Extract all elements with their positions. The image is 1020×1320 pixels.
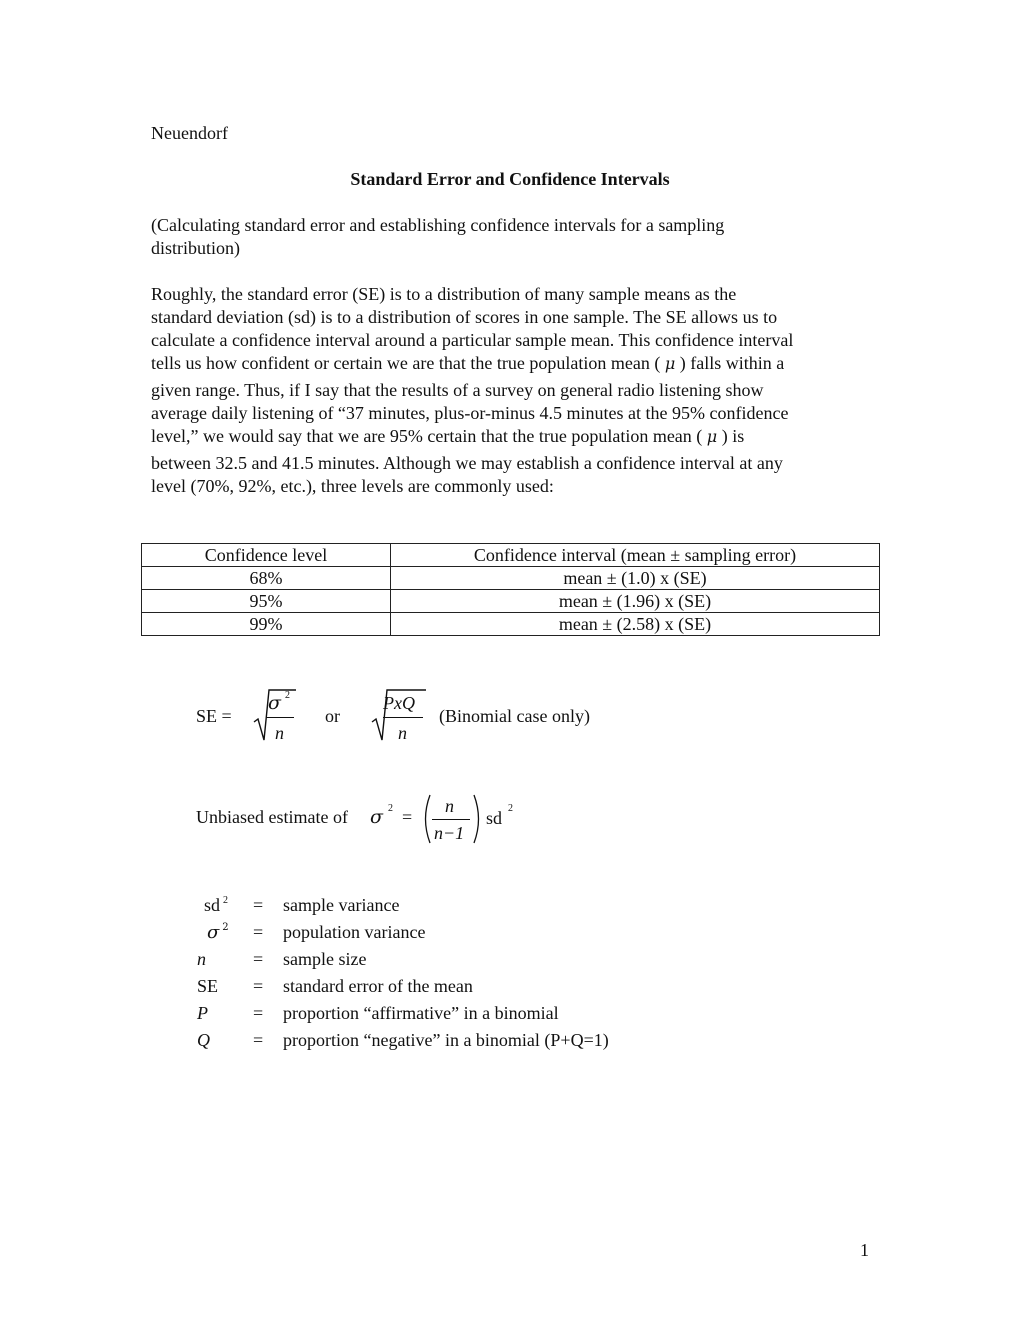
body-line: average daily listening of “37 minutes, plus-or-minus 4.5 minutes at the 95% confidence <box>151 403 789 423</box>
fraction-bar <box>432 819 470 820</box>
table-cell: 68% <box>142 567 391 590</box>
or-text: or <box>325 706 340 726</box>
pxq-numerator: PxQ <box>383 693 415 713</box>
table-row <box>142 567 880 590</box>
body-line: between 32.5 and 41.5 minutes. Although we may establish a confidence interval at any <box>151 453 783 473</box>
page-number: 1 <box>860 1240 869 1260</box>
mu-symbol: μ <box>706 427 718 446</box>
table-cell: mean ± (1.0) x (SE) <box>391 567 880 590</box>
body-text: level,” we would say that we are 95% certain that the true population mean ( <box>151 426 703 446</box>
denominator-n: n <box>398 723 407 743</box>
legend-definition: sample size <box>283 949 367 969</box>
body-line: Roughly, the standard error (SE) is to a distribution of many sample means as the <box>151 284 737 304</box>
fraction-bar <box>383 717 423 718</box>
fraction-bar <box>266 717 294 718</box>
legend-equals: = <box>253 949 264 969</box>
body-line: standard deviation (sd) is to a distribution of scores in one sample. The SE allows us to <box>151 307 778 327</box>
sigma-symbol: σ <box>268 692 281 714</box>
table-header-row <box>142 544 880 567</box>
table-cell: mean ± (1.96) x (SE) <box>391 590 880 613</box>
equals-sign: = <box>402 807 413 827</box>
body-line <box>151 352 784 375</box>
legend-symbol: n <box>197 949 206 969</box>
legend-definition: standard error of the mean <box>283 976 473 996</box>
superscript: 2 <box>388 803 393 814</box>
table-header-cell: Confidence interval (mean ± sampling error) <box>391 544 880 567</box>
body-text: tells us how confident or certain we are that the true population mean ( <box>151 353 661 373</box>
superscript: 2 <box>508 803 513 814</box>
unbiased-label: Unbiased estimate of <box>196 807 348 827</box>
sd-symbol: sd <box>486 808 503 828</box>
legend-equals: = <box>253 1030 264 1050</box>
legend-definition: population variance <box>283 922 426 942</box>
legend-equals: = <box>253 1003 264 1023</box>
legend-symbol: P <box>197 1003 208 1023</box>
author-name: Neuendorf <box>151 123 228 143</box>
table-cell: 95% <box>142 590 391 613</box>
legend-definition: proportion “negative” in a binomial (P+Q=1) <box>283 1030 609 1050</box>
legend-equals: = <box>253 895 264 915</box>
body-line <box>151 425 744 448</box>
legend-symbol: SE <box>197 976 219 996</box>
legend-definition: proportion “affirmative” in a binomial <box>283 1003 559 1023</box>
table-cell: 99% <box>142 613 391 636</box>
denominator-n: n <box>275 723 284 743</box>
fraction-numerator: n <box>445 796 454 816</box>
intro-line: (Calculating standard error and establishing confidence intervals for a sampling <box>151 215 725 235</box>
table-row <box>142 613 880 636</box>
legend-symbol: σ $^2$ <box>207 922 229 943</box>
mu-symbol: μ <box>664 354 676 373</box>
confidence-table <box>141 543 880 636</box>
sigma-symbol: σ <box>370 806 383 828</box>
legend-definition: sample variance <box>283 895 400 915</box>
body-line: calculate a confidence interval around a particular sample mean. This confidence interval <box>151 330 794 350</box>
se-label: SE = <box>196 706 232 726</box>
legend-symbol: Q <box>197 1030 210 1050</box>
table-header-cell: Confidence level <box>142 544 391 567</box>
intro-line: distribution) <box>151 238 240 258</box>
fraction-denominator: n−1 <box>434 823 465 843</box>
body-text: ) is <box>721 426 745 446</box>
body-text: ) falls within a <box>679 353 785 373</box>
legend-equals: = <box>253 922 264 942</box>
legend-symbol: sd $^2$ <box>204 895 229 915</box>
table-row <box>142 590 880 613</box>
body-line: level (70%, 92%, etc.), three levels are commonly used: <box>151 476 554 496</box>
superscript: 2 <box>285 690 290 701</box>
binomial-note: (Binomial case only) <box>439 706 590 726</box>
legend-equals: = <box>253 976 264 996</box>
table-cell: mean ± (2.58) x (SE) <box>391 613 880 636</box>
body-line: given range. Thus, if I say that the results of a survey on general radio listening show <box>151 380 764 400</box>
page-title: Standard Error and Confidence Intervals <box>350 169 670 189</box>
